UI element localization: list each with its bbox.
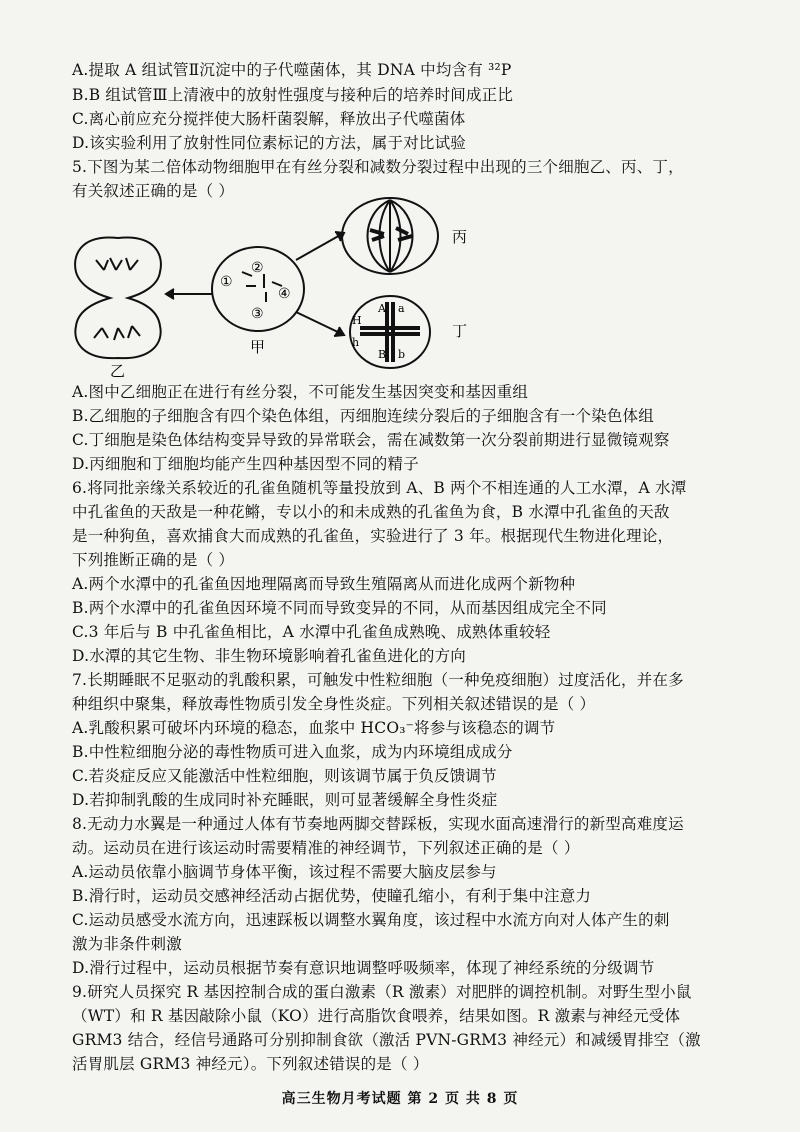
chromosome-number-2: ② (251, 260, 264, 276)
q8-option-b: B.滑行时，运动员交感神经活动占据优势，使瞳孔缩小，有利于集中注意力 (72, 887, 592, 905)
q9-stem-line: GRM3 结合，经信号通路可分别抑制食欲（激活 PVN-GRM3 神经元）和减缓胃排空（激 (72, 1031, 701, 1049)
q7-option-d: D.若抑制乳酸的生成同时补充睡眠，则可显著缓解全身性炎症 (72, 791, 498, 809)
label-jia: 甲 (250, 338, 266, 356)
label-ding: 丁 (452, 322, 468, 340)
chromosome-number-4: ④ (278, 286, 291, 302)
q9-stem-line: 9.研究人员探究 R 基因控制合成的蛋白激素（R 激素）对肥胖的调控机制。对野生型小鼠 (72, 983, 692, 1001)
gene-label-a-lower: a (398, 302, 405, 315)
label-bing: 丙 (452, 228, 468, 246)
chromosome-number-1: ① (220, 274, 233, 290)
q6-option-b: B.两个水潭中的孔雀鱼因环境不同而导致变异的不同，从而基因组成完全不同 (72, 599, 607, 617)
q8-option-a: A.运动员依靠小脑调节身体平衡，该过程不需要大脑皮层参与 (72, 863, 497, 881)
q4-option-b: B.B 组试管Ⅲ上清液中的放射性强度与接种后的培养时间成正比 (72, 86, 514, 104)
q5-stem-line: 5.下图为某二倍体动物细胞甲在有丝分裂和减数分裂过程中出现的三个细胞乙、丙、丁， (72, 158, 684, 176)
q8-option-c-cont: 激为非条件刺激 (72, 935, 182, 953)
q6-stem-line: 是一种狗鱼，喜欢捕食大而成熟的孔雀鱼，实验进行了 3 年。根据现代生物进化理论， (72, 527, 674, 545)
gene-label-h-upper: H (352, 314, 362, 327)
q5-option-c: C.丁细胞是染色体结构变异导致的异常联会，需在减数第一次分裂前期进行显微镜观察 (72, 431, 670, 449)
cell-yi-outline (75, 238, 161, 359)
yi-chromosome (94, 326, 140, 340)
q7-option-c: C.若炎症反应又能激活中性粒细胞，则该调节属于负反馈调节 (72, 767, 497, 785)
gene-label-h-lower: h (352, 336, 360, 349)
q5-option-d: D.丙细胞和丁细胞均能产生四种基因型不同的精子 (72, 455, 419, 473)
q9-stem-line: （WT）和 R 基因敲除小鼠（KO）进行高脂饮食喂养，结果如图。R 激素与神经元受体 (72, 1007, 681, 1025)
q6-stem-line: 中孔雀鱼的天敌是一种花鳉，专以小的和未成熟的孔雀鱼为食，B 水潭中孔雀鱼的天敌 (72, 503, 670, 521)
q6-stem-line: 下列推断正确的是（ ） (72, 551, 235, 569)
label-yi: 乙 (110, 362, 126, 378)
cell-diagram-svg (60, 194, 500, 378)
chromosome-number-3: ③ (251, 306, 264, 322)
gene-label-a-upper: A (378, 302, 386, 315)
q5-stem-line: 有关叙述正确的是（ ） (72, 182, 235, 200)
q8-option-c: C.运动员感受水流方向，迅速踩板以调整水翼角度，该过程中水流方向对人体产生的刺 (72, 911, 670, 929)
q5-option-a: A.图中乙细胞正在进行有丝分裂，不可能发生基因突变和基因重组 (72, 383, 529, 401)
q8-stem-line: 8.无动力水翼是一种通过人体有节奏地两脚交替踩板，实现水面高速滑行的新型高难度运 (72, 815, 684, 833)
jia-chromosome (242, 272, 282, 302)
q6-option-c: C.3 年后与 B 中孔雀鱼相比，A 水潭中孔雀鱼成熟晚、成熟体重较轻 (72, 623, 551, 641)
q5-option-b: B.乙细胞的子细胞含有四个染色体组，丙细胞连续分裂后的子细胞含有一个染色体组 (72, 407, 654, 425)
q9-stem-line: 活胃肌层 GRM3 神经元）。下列叙述错误的是（ ） (72, 1055, 429, 1073)
q4-option-a: A.提取 A 组试管Ⅱ沉淀中的子代噬菌体，其 DNA 中均含有 ³²P (72, 61, 512, 79)
q7-stem-line: 7.长期睡眠不足驱动的乳酸积累，可触发中性粒细胞（一种免疫细胞）过度活化，并在多 (72, 671, 684, 689)
ding-chromosome-cross (360, 302, 420, 362)
q4-option-d: D.该实验利用了放射性同位素标记的方法，属于对比试验 (72, 134, 467, 152)
q8-option-d: D.滑行过程中，运动员根据节奏有意识地调整呼吸频率，体现了神经系统的分级调节 (72, 959, 655, 977)
cell-division-figure (60, 194, 500, 378)
q6-option-a: A.两个水潭中的孔雀鱼因地理隔离而导致生殖隔离从而进化成两个新物种 (72, 575, 576, 593)
q7-option-a: A.乳酸积累可破坏内环境的稳态，血浆中 HCO₃⁻将参与该稳态的调节 (72, 719, 556, 737)
gene-label-b-upper: B (378, 348, 387, 361)
q4-option-c: C.离心前应充分搅拌使大肠杆菌裂解，释放出子代噬菌体 (72, 110, 466, 128)
q7-option-b: B.中性粒细胞分泌的毒性物质可进入血浆，成为内环境组成成分 (72, 743, 513, 761)
arrow-jia-to-bing (296, 234, 342, 260)
gene-label-b-lower: b (398, 348, 406, 361)
q7-stem-line: 种组织中聚集，释放毒性物质引发全身性炎症。下列相关叙述错误的是（ ） (72, 695, 596, 713)
q6-stem-line: 6.将同批亲缘关系较近的孔雀鱼随机等量投放到 A、B 两个不相连通的人工水潭，A 水潭 (72, 479, 687, 497)
q6-option-d: D.水潭的其它生物、非生物环境影响着孔雀鱼进化的方向 (72, 647, 467, 665)
q8-stem-line: 动。运动员在进行该运动时需要精准的神经调节，下列叙述正确的是（ ） (72, 839, 580, 857)
yi-chromosome (96, 258, 138, 270)
arrow-jia-to-ding (296, 312, 342, 334)
page-footer: 高三生物月考试题 第 2 页 共 8 页 (281, 1091, 519, 1107)
